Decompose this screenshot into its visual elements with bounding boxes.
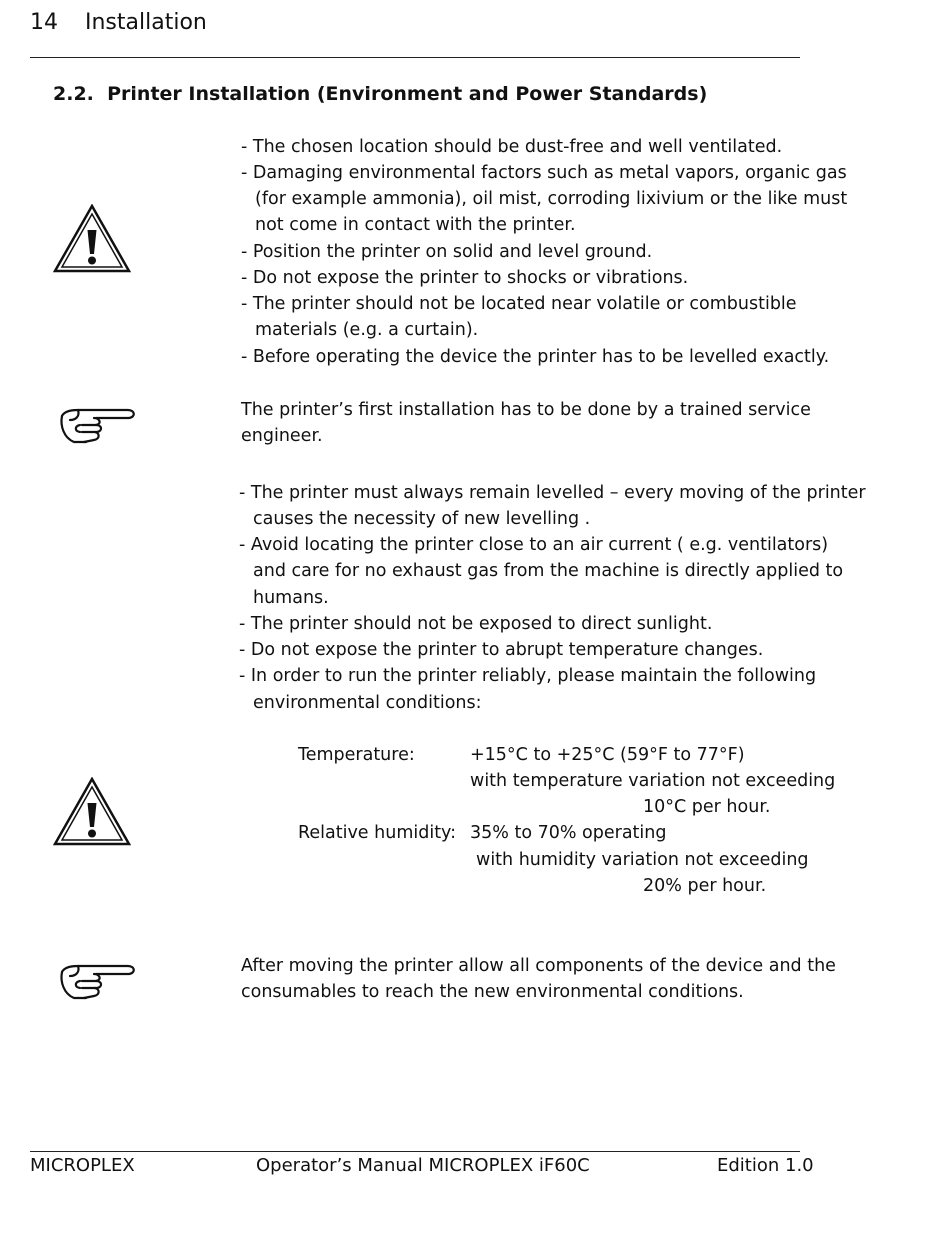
warning-triangle-icon <box>53 204 131 274</box>
temperature-range: +15°C to +25°C (59°F to 77°F) <box>470 745 745 765</box>
note2-line: After moving the printer allow all components of the device and the <box>241 956 836 976</box>
footer-rule <box>30 1151 800 1152</box>
block2-line: - Do not expose the printer to abrupt temperature changes. <box>239 640 764 660</box>
humidity-variation: with humidity variation not exceeding <box>476 850 809 870</box>
block1-line: - Before operating the device the printer has to be levelled exactly. <box>241 347 830 367</box>
block1-line: not come in contact with the printer. <box>255 215 576 235</box>
block2-line: - The printer must always remain levelled – every moving of the printer <box>239 483 866 503</box>
block1-line: - Position the printer on solid and level ground. <box>241 242 653 262</box>
block2-line: environmental conditions: <box>253 693 482 713</box>
block1-line: materials (e.g. a curtain). <box>255 320 479 340</box>
block2-line: - The printer should not be exposed to direct sunlight. <box>239 614 713 634</box>
block1-line: - The chosen location should be dust-free and well ventilated. <box>241 137 783 157</box>
note1-line: engineer. <box>241 426 323 446</box>
humidity-range: 35% to 70% operating <box>470 823 667 843</box>
chapter-title: Installation <box>85 10 207 35</box>
section-number: 2.2. <box>53 83 94 105</box>
block2-line: and care for no exhaust gas from the machine is directly applied to <box>253 561 844 581</box>
humidity-label: Relative humidity: <box>298 823 457 843</box>
header-rule <box>30 57 800 58</box>
block2-line: humans. <box>253 588 329 608</box>
block1-line: (for example ammonia), oil mist, corroding lixivium or the like must <box>255 189 848 209</box>
block2-line: causes the necessity of new levelling . <box>253 509 591 529</box>
block1-line: - Damaging environmental factors such as metal vapors, organic gas <box>241 163 847 183</box>
block2-line: - In order to run the printer reliably, please maintain the following <box>239 666 817 686</box>
temperature-rate: 10°C per hour. <box>643 797 771 817</box>
temperature-label: Temperature: <box>298 745 415 765</box>
temperature-variation: with temperature variation not exceeding <box>470 771 836 791</box>
block2-line: - Avoid locating the printer close to an air current ( e.g. ventilators) <box>239 535 829 555</box>
section-heading <box>53 83 707 105</box>
note1-line: The printer’s first installation has to be done by a trained service <box>241 400 811 420</box>
note2-line: consumables to reach the new environmental conditions. <box>241 982 744 1002</box>
pointing-hand-icon <box>58 958 138 1002</box>
page-number: 14 <box>30 10 58 35</box>
block1-line: - Do not expose the printer to shocks or vibrations. <box>241 268 689 288</box>
pointing-hand-icon <box>58 402 138 446</box>
block1-line: - The printer should not be located near volatile or combustible <box>241 294 797 314</box>
footer-edition: Edition 1.0 <box>717 1155 814 1176</box>
humidity-rate: 20% per hour. <box>643 876 767 896</box>
warning-triangle-icon <box>53 777 131 847</box>
footer-manual-title: Operator’s Manual MICROPLEX iF60C <box>256 1155 590 1176</box>
footer-company: MICROPLEX <box>30 1155 135 1176</box>
section-title: Printer Installation (Environment and Power Standards) <box>107 83 708 105</box>
